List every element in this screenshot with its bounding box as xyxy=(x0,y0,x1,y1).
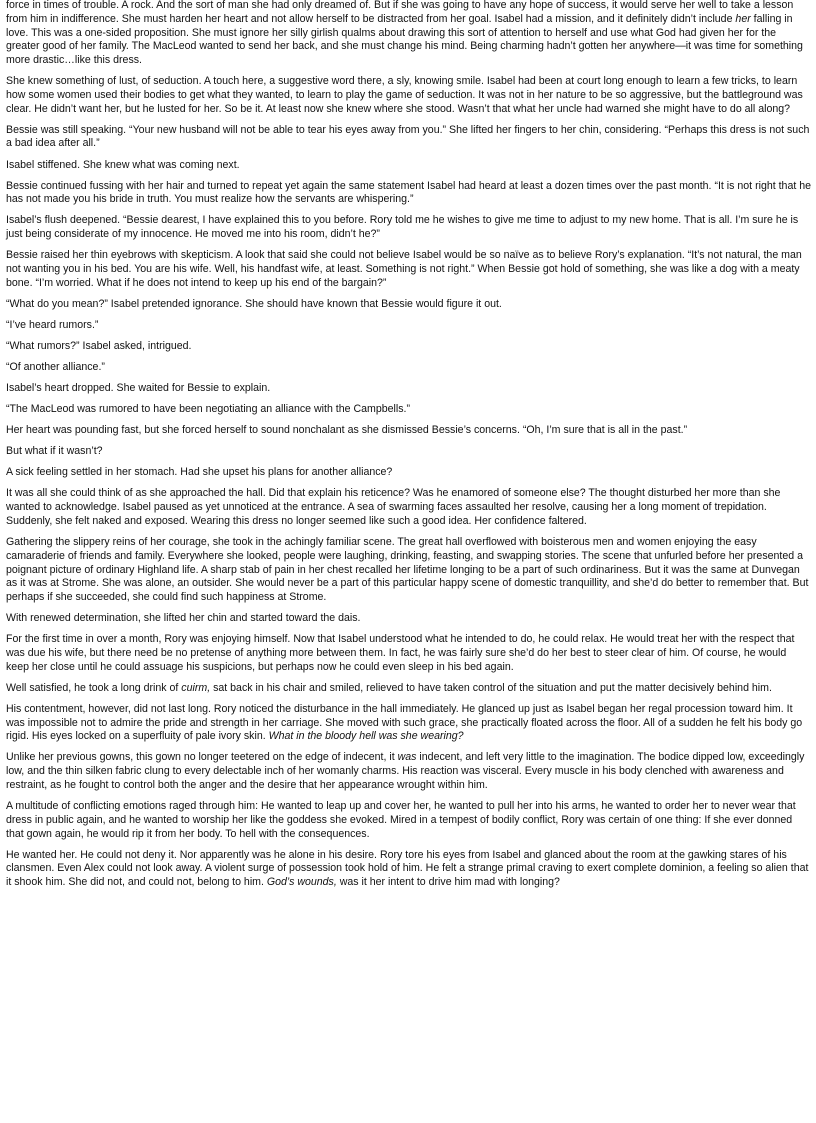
text-run: was it her intent to drive him mad with longing? xyxy=(336,876,560,889)
document-page xyxy=(6,0,811,890)
text-run: It was all she could think of as she approached the hall. Did that explain his reticence? Was he enamored of someone else? The thought disturbed her more than she wanted to acknowledge. Isabel paused as yet unnoticed at the entrance. A sea of swarming faces assaulted her resolve, causing her a long moment of trepidation. Suddenly, she felt naked and exposed. Wearing this dress no longer seemed like such a good idea. Her confidence faltered. xyxy=(6,487,781,527)
text-run: falling in love. This was a one-sided proposition. She must ignore her silly girlish qualms about drawing this sort of attention to herself and use what God had given her for the greater good of her family. The MacLeod wanted to send her back, and she must change his mind. Being charming hadn’t gotten her anywhere—it was time for something more drastic…like this dress. xyxy=(6,12,803,67)
paragraph xyxy=(6,361,811,375)
text-run: Bessie raised her thin eyebrows with skepticism. A look that said she could not believe Isabel would be so naïve as to believe Rory’s explanation. “It’s not natural, the man not wanting you in his bed. You are his wife. Well, his handfast wife, at least. Something is not right.” When Bessie got hold of something, she was like a dog with a meaty bone. “I’m worried. What if he does not intend to keep up his end of the bargain?” xyxy=(6,249,802,289)
text-run: “Of another alliance.” xyxy=(6,361,105,374)
paragraph xyxy=(6,319,811,333)
italic-text: God’s wounds, xyxy=(266,876,337,889)
text-run: A sick feeling settled in her stomach. Had she upset his plans for another alliance? xyxy=(6,466,393,479)
paragraph xyxy=(6,180,811,208)
text-run: Isabel stiffened. She knew what was coming next. xyxy=(6,158,240,171)
text-run: Well satisfied, he took a long drink of xyxy=(6,681,182,694)
paragraph xyxy=(6,75,811,116)
text-run: She knew something of lust, of seduction. A touch here, a suggestive word there, a sly, knowing smile. Isabel had been at court long enough to learn a few tricks, to learn how some women used their bodies to get what they wanted, to learn to play the game of seduction. It was not in her nature to be so aggressive, but the battleground was clear. He didn’t want her, but he lusted for her. So be it. At least now she knew where she stood. Wasn’t that what her uncle had warned she might have to do all along? xyxy=(6,75,803,115)
paragraph xyxy=(6,703,811,744)
text-run: Bessie was still speaking. “Your new husband will not be able to tear his eyes away from you.” She lifted her fingers to her chin, considering. “Perhaps this dress is not such a bad idea after all.” xyxy=(6,123,810,150)
paragraph xyxy=(6,682,811,696)
text-run: “The MacLeod was rumored to have been negotiating an alliance with the Campbells.” xyxy=(6,403,410,416)
paragraph xyxy=(6,403,811,417)
paragraph xyxy=(6,382,811,396)
paragraph xyxy=(6,487,811,528)
text-run: sat back in his chair and smiled, relieved to have taken control of the situation and put the matter decisively behind him. xyxy=(210,681,772,694)
paragraph xyxy=(6,214,811,242)
text-run: “What rumors?” Isabel asked, intrigued. xyxy=(6,339,192,352)
text-run: His contentment, however, did not last long. Rory noticed the disturbance in the hall immediately. He glanced up just as Isabel began her regal procession toward him. It was impossible not to admire the pride and strength in her carriage. She moved with such grace, she practically floated across the floor. All of a sudden he felt his body go rigid. His eyes locked on a superfluity of pale ivory skin. xyxy=(6,702,803,743)
text-run: A multitude of conflicting emotions raged through him: He wanted to leap up and cover her, he wanted to pull her into his arms, he wanted to order her to never wear that dress in public again, and he wanted to worship her like the goddess she evoked. Mired in a tempest of bodily conflict, Rory was certain of one thing: If she ever donned that gown again, he would rip it from her body. To hell with the consequences. xyxy=(6,800,796,840)
paragraph xyxy=(6,298,811,312)
paragraph xyxy=(6,159,811,173)
text-run: “What do you mean?” Isabel pretended ignorance. She should have known that Bessie would figure it out. xyxy=(6,297,502,310)
italic-text: What in the bloody hell was she wearing? xyxy=(268,730,464,743)
text-run: force in times of trouble. A rock. And the sort of man she had only dreamed of. But if she was going to have any hope of success, it would serve her well to take a lesson from him in indifference. She must harden her heart and not allow herself to be distracted from her goal. Isabel had a mission, and it definitely didn’t include xyxy=(6,0,794,25)
paragraph xyxy=(6,249,811,290)
paragraph xyxy=(6,466,811,480)
paragraph xyxy=(6,633,811,674)
italic-text: was xyxy=(397,751,417,764)
paragraph xyxy=(6,751,811,792)
text-run: Her heart was pounding fast, but she forced herself to sound nonchalant as she dismissed Bessie’s concerns. “Oh, I’m sure that is all in the past.” xyxy=(6,424,688,437)
paragraph xyxy=(6,340,811,354)
italic-text: her xyxy=(735,12,751,25)
text-run: But what if it wasn’t? xyxy=(6,445,103,458)
paragraph xyxy=(6,612,811,626)
paragraph xyxy=(6,424,811,438)
text-run: Gathering the slippery reins of her courage, she took in the achingly familiar scene. The great hall overflowed with boisterous men and women enjoying the easy camaraderie of friends and family. Everywhere she looked, people were laughing, drinking, feasting, and swapping stories. The scene that unfurled before her presented a poignant picture of ordinary Highland life. A sharp stab of pain in her chest recalled her lifetime longing to be a part of such ordinariness. But it was the same at Dunvegan as it was at Strome. She was alone, an outsider. She would never be a part of this particular happy scene of domestic tranquillity, and she’d do better to remember that. But perhaps if she succeeded, she could find such happiness at Strome. xyxy=(6,536,809,604)
paragraph xyxy=(6,445,811,459)
text-run: Unlike her previous gowns, this gown no longer teetered on the edge of indecent, it xyxy=(6,751,398,764)
text-run: For the first time in over a month, Rory was enjoying himself. Now that Isabel understood what he intended to do, he could relax. He would treat her with the respect that was due his wife, but there need be no pretense of anything more between them. In fact, he was fairly sure she’d do her best to steer clear of him. Of course, he would keep her close until he could assuage his suspicions, but perhaps now he could even sleep in his bed again. xyxy=(6,633,795,673)
paragraph xyxy=(6,536,811,605)
text-run: Isabel’s heart dropped. She waited for Bessie to explain. xyxy=(6,382,271,395)
text-run: Isabel’s flush deepened. “Bessie dearest, I have explained this to you before. Rory told me he wishes to give me time to adjust to my new home. That is all. I’m sure he is just being considerate of my innocence. He moved me into his room, didn’t he?” xyxy=(6,214,799,241)
paragraph xyxy=(6,0,811,68)
text-run: Bessie continued fussing with her hair and turned to repeat yet again the same statement Isabel had heard at least a dozen times over the past month. “It is not right that he has not made you his bride in truth. You must realize how the servants are whispering.” xyxy=(6,179,812,206)
paragraph xyxy=(6,800,811,841)
text-run: “I’ve heard rumors.” xyxy=(6,318,99,331)
text-run: He wanted her. He could not deny it. Nor apparently was he alone in his desire. Rory tore his eyes from Isabel and glanced about the room at the gawking stares of his clansmen. Even Alex could not look away. A violent surge of possession took hold of him. He felt a strange primal craving to exert complete dominion, a feeling so alien that it shook him. She did not, and could not, belong to him. xyxy=(6,848,809,889)
text-run: indecent, and left very little to the imagination. The bodice dipped low, exceedingly low, and the thin silken fabric clung to every delectable inch of her womanly charms. His reaction was visceral. Every muscle in his body clenched with awareness and restraint, as he fought to control both the anger and the desire that her appearance wrought within him. xyxy=(6,751,805,791)
paragraph xyxy=(6,124,811,152)
paragraph xyxy=(6,849,811,890)
text-run: With renewed determination, she lifted her chin and started toward the dais. xyxy=(6,612,361,625)
italic-text: cuirm, xyxy=(181,681,211,694)
